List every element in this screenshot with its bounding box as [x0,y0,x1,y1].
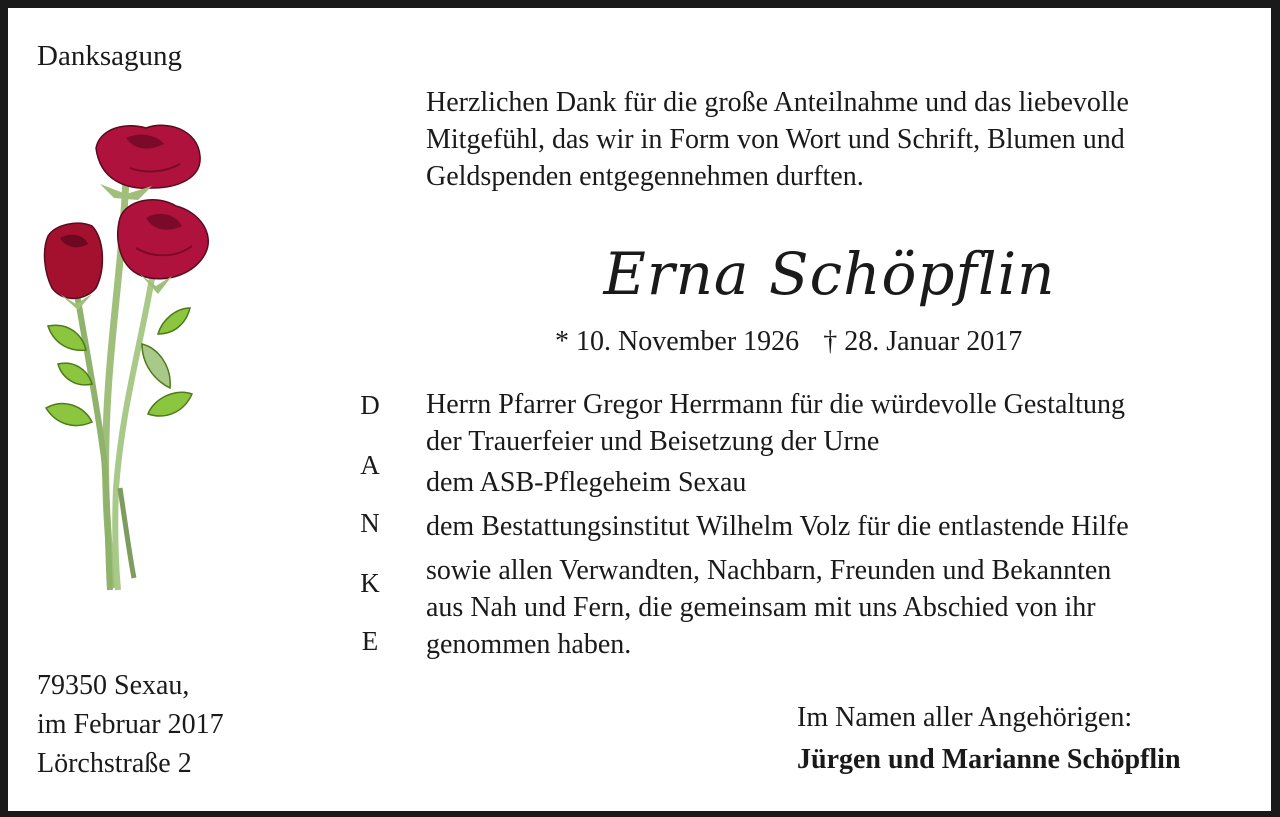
thanks-line: sowie allen Verwandten, Nachbarn, Freunden und Bekannten [426,555,1112,586]
danke-letter: N [360,508,380,538]
intro-text [426,84,1129,195]
thanks-item [426,552,1111,663]
thanks-line: aus Nah und Fern, die gemeinsam mit uns Abschied von ihr [426,592,1096,623]
intro-line: Herzlichen Dank für die große Anteilnahme und das liebevolle [426,87,1129,118]
obituary-card [8,8,1271,811]
signature-names: Jürgen und Marianne Schöpflin [797,744,1181,775]
thanks-line: Herrn Pfarrer Gregor Herrmann für die würdevolle Gestaltung [426,389,1125,420]
thanks-line: der Trauerfeier und Beisetzung der Urne [426,426,880,457]
thanks-line: dem ASB-Pflegeheim Sexau [426,467,747,498]
thanks-item [426,386,1125,460]
signature-label: Im Namen aller Angehörigen: [797,702,1133,733]
heading: Danksagung [37,40,182,72]
thanks-item [426,464,746,501]
life-dates [555,326,1022,358]
danke-letter: K [360,568,380,598]
address-line: Lörchstraße 2 [37,748,192,779]
danke-letter: E [361,626,379,656]
intro-line: Geldspenden entgegennehmen durften. [426,161,864,192]
thanks-line: genommen haben. [426,629,632,660]
danke-letter: A [360,450,380,480]
address-block [37,666,224,783]
roses-illustration-icon [30,108,220,598]
birth-date: * 10. November 1926 [555,326,800,357]
danke-letter: D [360,390,380,420]
address-line: im Februar 2017 [37,709,224,740]
thanks-item [426,508,1129,545]
intro-line: Mitgefühl, das wir in Form von Wort und Schrift, Blumen und [426,124,1125,155]
address-line: 79350 Sexau, [37,670,190,701]
death-date: † 28. Januar 2017 [823,326,1023,357]
thanks-line: dem Bestattungsinstitut Wilhelm Volz für die entlastende Hilfe [426,511,1129,542]
deceased-name: Erna Schöpflin [603,240,1056,308]
